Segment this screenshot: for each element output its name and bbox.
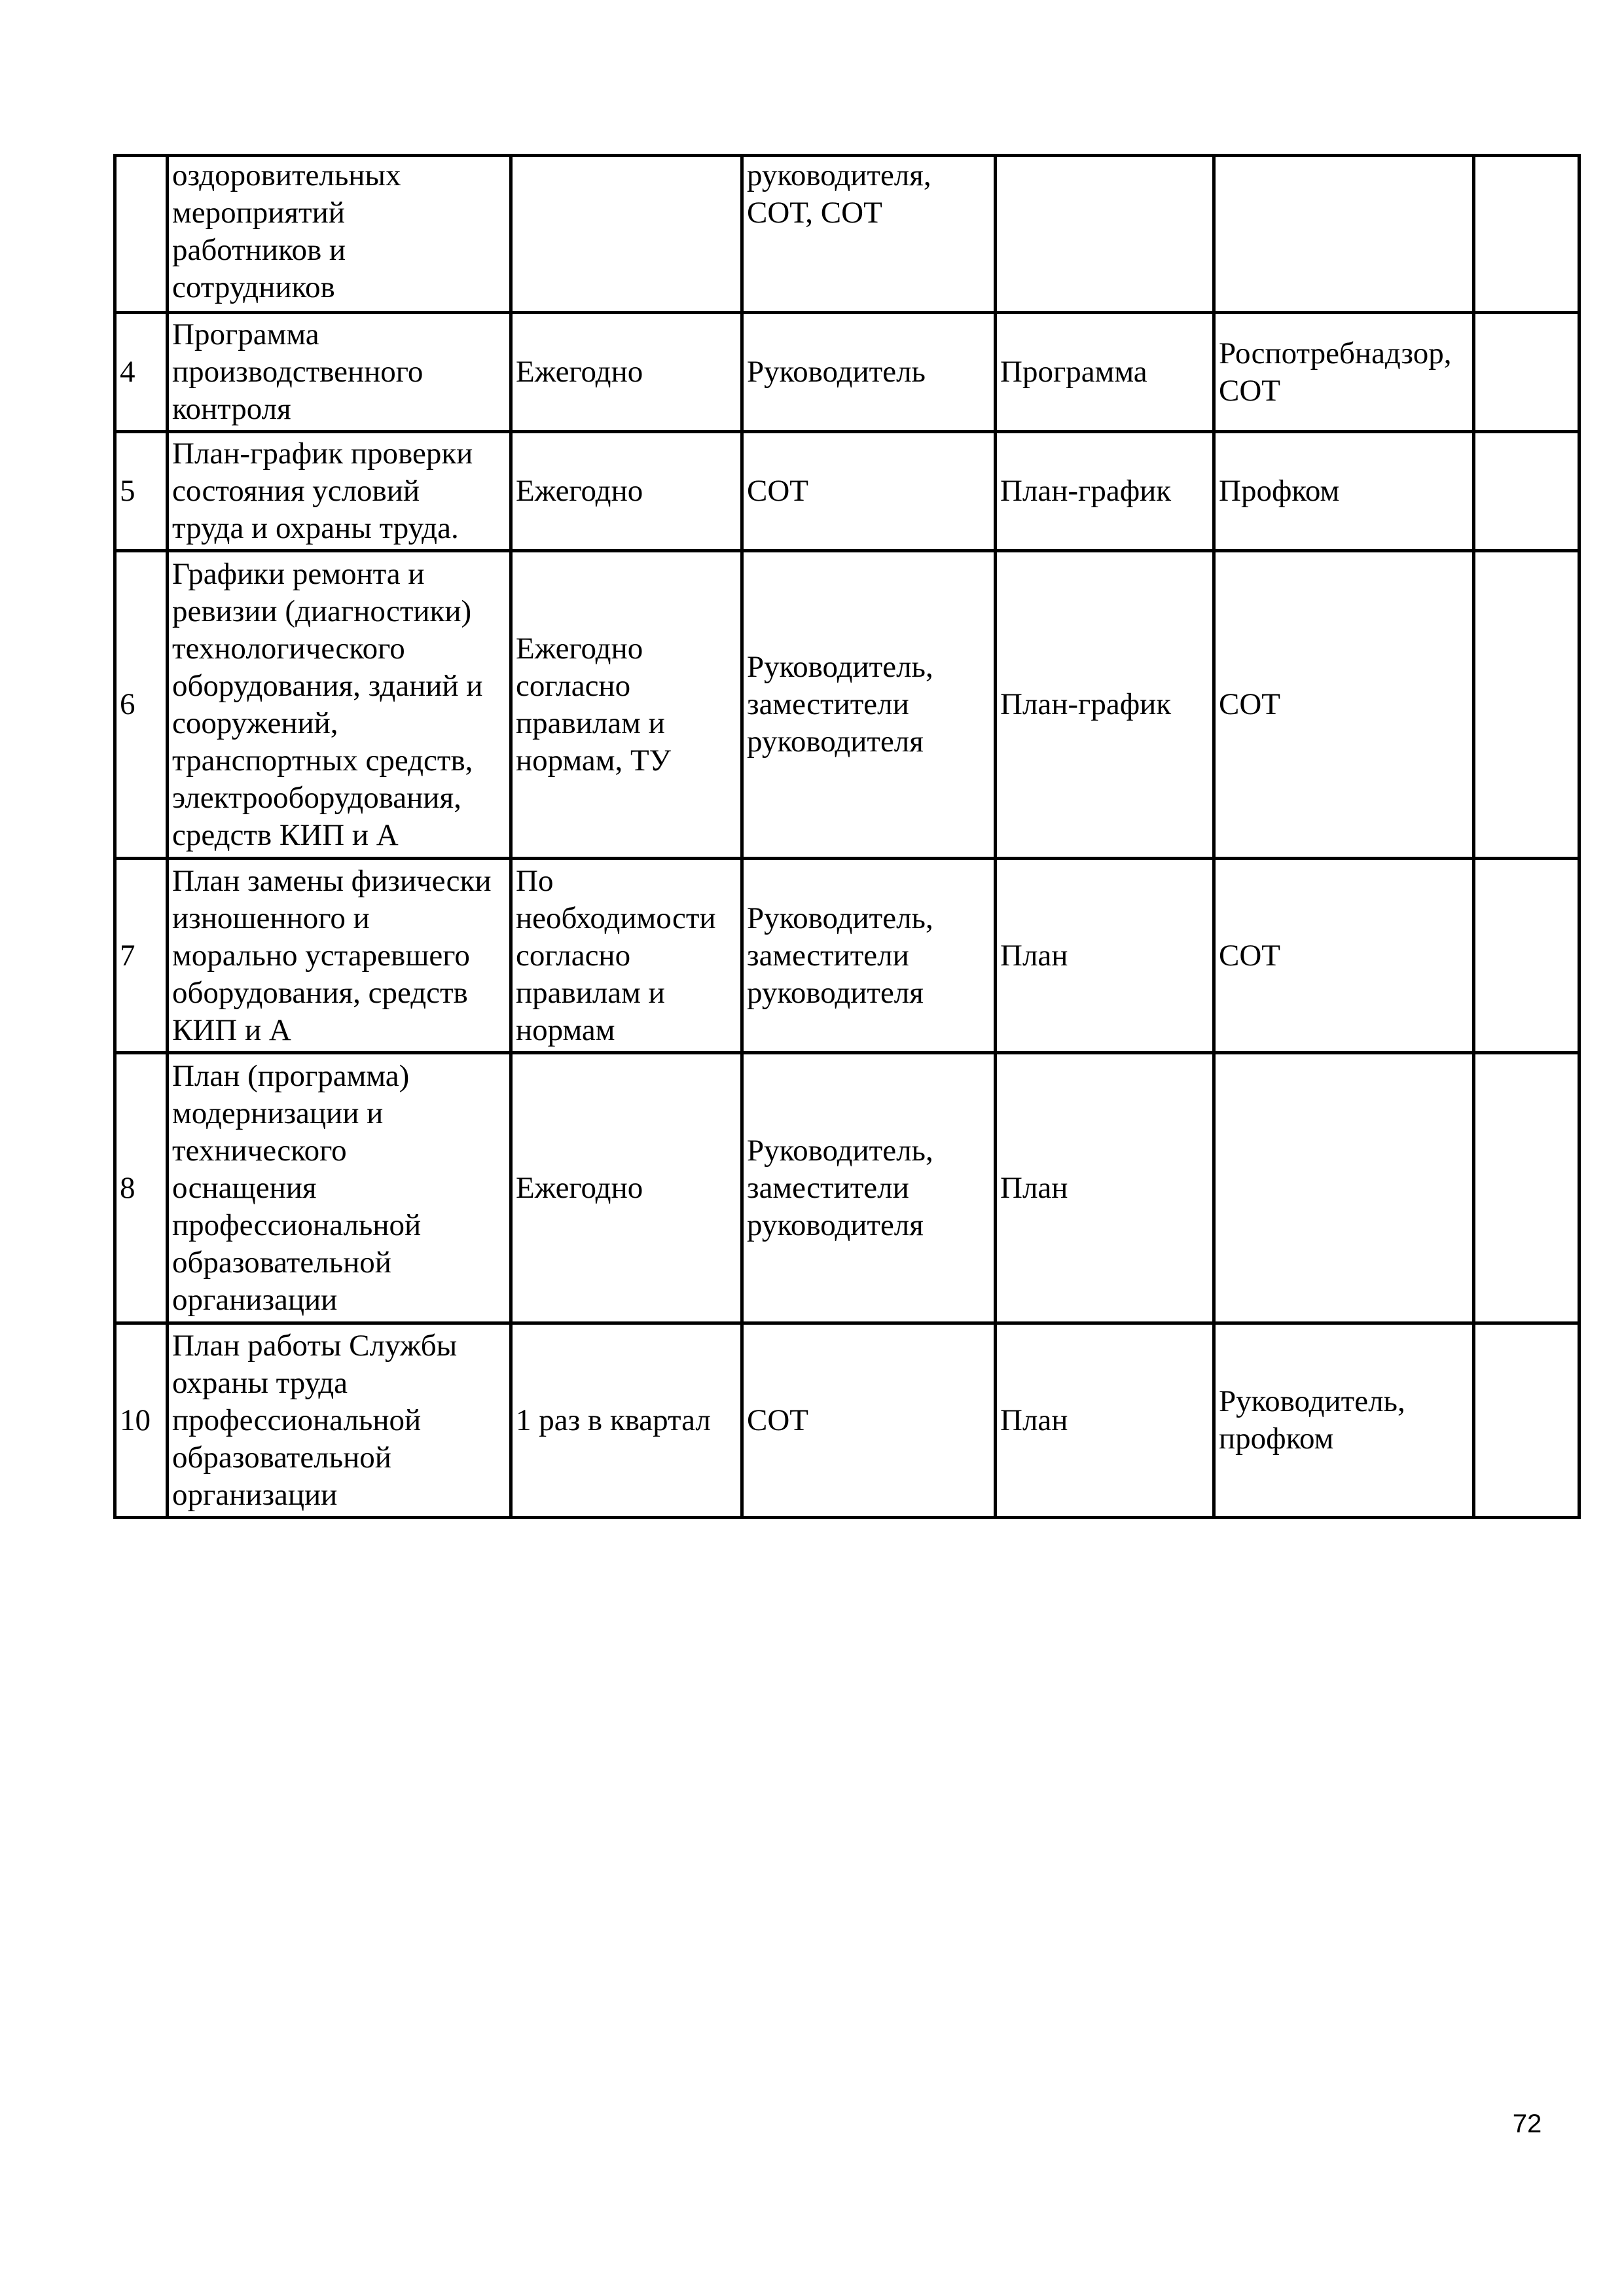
- period-cell: Ежегодно: [511, 313, 742, 432]
- row-number-cell: 10: [115, 1323, 168, 1518]
- form-cell: План-график: [996, 551, 1214, 859]
- document-table: [113, 154, 1581, 1519]
- responsible-cell: Руководитель, заместители руководителя: [742, 551, 996, 859]
- row-number-cell: 7: [115, 859, 168, 1053]
- agreement-cell: СОТ: [1214, 551, 1474, 859]
- period-cell: Ежегодно: [511, 432, 742, 551]
- form-cell: План: [996, 1323, 1214, 1518]
- extra-cell: [1474, 156, 1579, 313]
- form-cell: [996, 156, 1214, 313]
- responsible-cell: СОТ: [742, 1323, 996, 1518]
- extra-cell: [1474, 551, 1579, 859]
- agreement-cell: Роспотребнадзор, СОТ: [1214, 313, 1474, 432]
- table-row: [115, 1323, 1579, 1518]
- document-name-cell: План замены физически изношенного и морально устаревшего оборудования, средств КИП и А: [168, 859, 511, 1053]
- row-number-cell: 5: [115, 432, 168, 551]
- extra-cell: [1474, 859, 1579, 1053]
- period-cell: Ежегодно: [511, 1053, 742, 1323]
- document-name-cell: План работы Службы охраны труда профессиональной образовательной организации: [168, 1323, 511, 1518]
- responsible-cell: СОТ: [742, 432, 996, 551]
- extra-cell: [1474, 1323, 1579, 1518]
- responsible-cell: Руководитель, заместители руководителя: [742, 1053, 996, 1323]
- page-number: 72: [1512, 2109, 1542, 2138]
- agreement-cell: СОТ: [1214, 859, 1474, 1053]
- agreement-cell: [1214, 1053, 1474, 1323]
- table-row: [115, 1053, 1579, 1323]
- form-cell: План-график: [996, 432, 1214, 551]
- document-name-cell: Графики ремонта и ревизии (диагностики) технологического оборудования, зданий и сооружений, транспортных средств, электрооборудования, средств КИП и А: [168, 551, 511, 859]
- period-cell: По необходимости согласно правилам и нормам: [511, 859, 742, 1053]
- responsible-cell: Руководитель: [742, 313, 996, 432]
- form-cell: План: [996, 859, 1214, 1053]
- period-cell: 1 раз в квартал: [511, 1323, 742, 1518]
- form-cell: Программа: [996, 313, 1214, 432]
- row-number-cell: 6: [115, 551, 168, 859]
- agreement-cell: Профком: [1214, 432, 1474, 551]
- document-name-cell: Программа производственного контроля: [168, 313, 511, 432]
- extra-cell: [1474, 1053, 1579, 1323]
- form-cell: План: [996, 1053, 1214, 1323]
- document-name-cell: План-график проверки состояния условий труда и охраны труда.: [168, 432, 511, 551]
- row-number-cell: [115, 156, 168, 313]
- responsible-cell: руководителя, СОТ, СОТ: [742, 156, 996, 313]
- responsible-cell: Руководитель, заместители руководителя: [742, 859, 996, 1053]
- document-name-cell: План (программа) модернизации и технического оснащения профессиональной образовательной организации: [168, 1053, 511, 1323]
- table-row: [115, 313, 1579, 432]
- table-row: [115, 551, 1579, 859]
- agreement-cell: [1214, 156, 1474, 313]
- row-number-cell: 4: [115, 313, 168, 432]
- agreement-cell: Руководитель, профком: [1214, 1323, 1474, 1518]
- table-row: [115, 156, 1579, 313]
- row-number-cell: 8: [115, 1053, 168, 1323]
- period-cell: [511, 156, 742, 313]
- extra-cell: [1474, 313, 1579, 432]
- document-name-cell: оздоровительных мероприятий работников и сотрудников: [168, 156, 511, 313]
- extra-cell: [1474, 432, 1579, 551]
- table-row: [115, 859, 1579, 1053]
- period-cell: Ежегодно согласно правилам и нормам, ТУ: [511, 551, 742, 859]
- table-row: [115, 432, 1579, 551]
